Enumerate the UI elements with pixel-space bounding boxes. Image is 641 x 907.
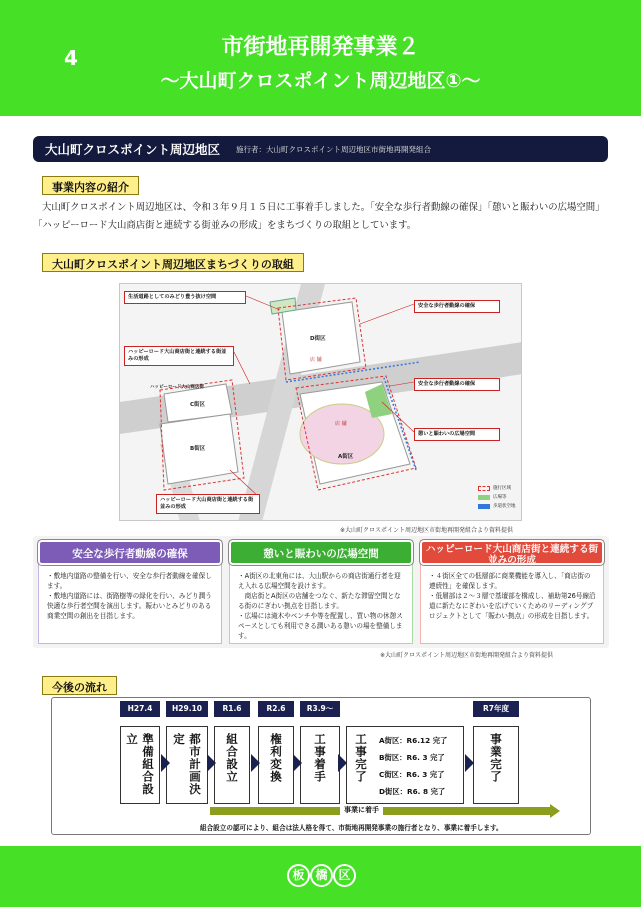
step-rights-conversion: [258, 726, 294, 804]
completion-item: C街区：R6. 3 完了: [379, 770, 445, 779]
step-preparatory-association: [120, 726, 160, 804]
project-start-label: 事業に着手: [340, 805, 383, 815]
completion-list: [379, 732, 447, 800]
ward-logo-char: 橋: [310, 864, 333, 887]
map-label-d-block: D街区: [310, 336, 326, 342]
map-heading: 大山町クロスポイント周辺地区まちづくりの取組: [42, 253, 304, 272]
site-map: [119, 283, 522, 521]
map-label-road: ハッピーロード大山商店街: [150, 385, 204, 390]
flow-arrow: [338, 754, 347, 772]
step-project-complete: [473, 726, 519, 804]
pillar-bullet: ・敷地内道路には、街路樹等の緑化を行い、みどり潤う快適な歩行者空間を演出します。賑わいとみどりのある商業空間の創出を目指します。: [47, 592, 212, 620]
flow-heading: 今後の流れ: [42, 676, 117, 695]
step-label: 権利変換: [269, 733, 283, 783]
pillar-title: 安全な歩行者動線の確保: [38, 540, 222, 565]
legend-item: 歩道状空地: [478, 502, 518, 511]
flow-arrow: [465, 754, 474, 772]
banner-executor: 施行者：大山町クロスポイント周辺地区市街地再開発組合: [236, 144, 432, 154]
banner-title: 大山町クロスポイント周辺地区: [45, 142, 221, 157]
completion-item: B街区：R6. 3 完了: [379, 753, 445, 762]
step-label: 組合設立: [225, 733, 239, 783]
flow-arrow: [251, 754, 260, 772]
callout-pedestrian-2: 安全な歩行者動線の確保: [414, 378, 500, 391]
step-association: [214, 726, 250, 804]
pillar-bullet: ・広場には滝木やベンチや等を配置し、買い物の休憩スペースとしても利用できる潤いある憩いの場を整備します。: [238, 612, 403, 640]
step-label: 事業完了: [489, 733, 503, 783]
flow-arrow: [207, 754, 216, 772]
map-credit: ※大山町クロスポイント周辺地区市街地再開発組合より資料提供: [340, 527, 514, 534]
pillar-bullet: ・４街区全ての低層部に商業機能を導入し、「商店街の連続性」を確保します。: [429, 572, 591, 590]
page-title: 市街地再開発事業２: [221, 35, 420, 60]
legend-item: 広場等: [478, 493, 518, 502]
step-date: R3.9～: [300, 701, 340, 717]
step-date: H29.10: [166, 701, 208, 717]
page-number: 4: [64, 46, 78, 70]
step-date: R7年度: [473, 701, 519, 717]
flow-note: 組合設立の認可により、組合は法人格を得て、市街地再開発事業の施行者となり、事業に着手します。: [200, 824, 503, 832]
page-subtitle: ～大山町クロスポイント周辺地区①～: [160, 70, 481, 92]
completion-item: D街区：R6. 8 完了: [379, 787, 446, 796]
pillar-title: ハッピーロード大山商店街と連続する街並みの形成: [420, 540, 604, 565]
map-label-b-block: B街区: [190, 446, 206, 452]
project-start-arrow-head: [550, 804, 560, 818]
pillar-bullet: 商店街とA街区の店舗をつなぐ、新たな滞留空間となる街のにぎわい拠点を目指します。: [238, 592, 401, 610]
map-label-store-d: 店 舗: [310, 357, 322, 363]
intro-body: 大山町クロスポイント周辺地区は、令和３年９月１５日に工事着手しました。「安全な歩行者動線の確保」「憩いと賑わいの広場空間」「ハッピーロード大山商店街と連続する街並みの形成」をまちづくりの取組としています。: [33, 202, 605, 231]
map-label-c-block: C街区: [190, 402, 206, 408]
ward-logo-char: 区: [333, 864, 356, 887]
step-city-plan: [166, 726, 208, 804]
callout-green-path: 生活道路としてのみどり豊う抜け空間: [124, 291, 246, 304]
district-banner: [33, 136, 608, 162]
map-legend: [478, 484, 518, 511]
step-label: 都市計画決定: [172, 733, 202, 796]
step-label: 工事完了: [354, 733, 368, 783]
site-map-drawing: [120, 284, 522, 521]
completion-item: A街区：R6.12 完了: [379, 736, 448, 745]
pillar-bullet: ・低層部は２～３層で基壇部を構成し、補助第26号線沿道に新たなにぎわいを広げていくためのリーディングプロジェクトとして「賑わい拠点」の形成を目指します。: [429, 592, 596, 620]
legend-item: 施行区域: [478, 484, 518, 493]
pillar-title: 憩いと賑わいの広場空間: [229, 540, 413, 565]
pillars-credit: ※大山町クロスポイント周辺地区市街地再開発組合より資料提供: [380, 652, 554, 659]
map-label-a-block: A街区: [338, 454, 354, 460]
pillar-bullet: ・敷地内道路の整備を行い、安全な歩行者動線を確保します。: [47, 572, 212, 590]
ward-logo-char: 板: [287, 864, 310, 887]
callout-plaza: 憩いと賑わいの広場空間: [414, 428, 500, 441]
map-label-store-a: 店 舗: [335, 421, 347, 427]
flow-arrow: [293, 754, 302, 772]
flow-arrow: [161, 754, 170, 772]
step-date: R2.6: [258, 701, 294, 717]
step-label: 工事着手: [313, 733, 327, 783]
step-label: 準備組合設立: [125, 733, 155, 796]
callout-streetscape-2: ハッピーロード大山商店街と連続する街並みの形成: [156, 494, 260, 514]
step-construction-start: [300, 726, 340, 804]
pillar-bullet: ・A街区の北東角には、大山駅からの商店街通行者を迎え入れる広場空間を設けます。: [238, 572, 401, 590]
intro-heading: 事業内容の紹介: [42, 176, 139, 195]
step-date: R1.6: [214, 701, 250, 717]
step-date: H27.4: [120, 701, 160, 717]
callout-streetscape-1: ハッピーロード大山商店街と連続する街並みの形成: [124, 346, 234, 366]
callout-pedestrian-1: 安全な歩行者動線の確保: [414, 300, 500, 313]
